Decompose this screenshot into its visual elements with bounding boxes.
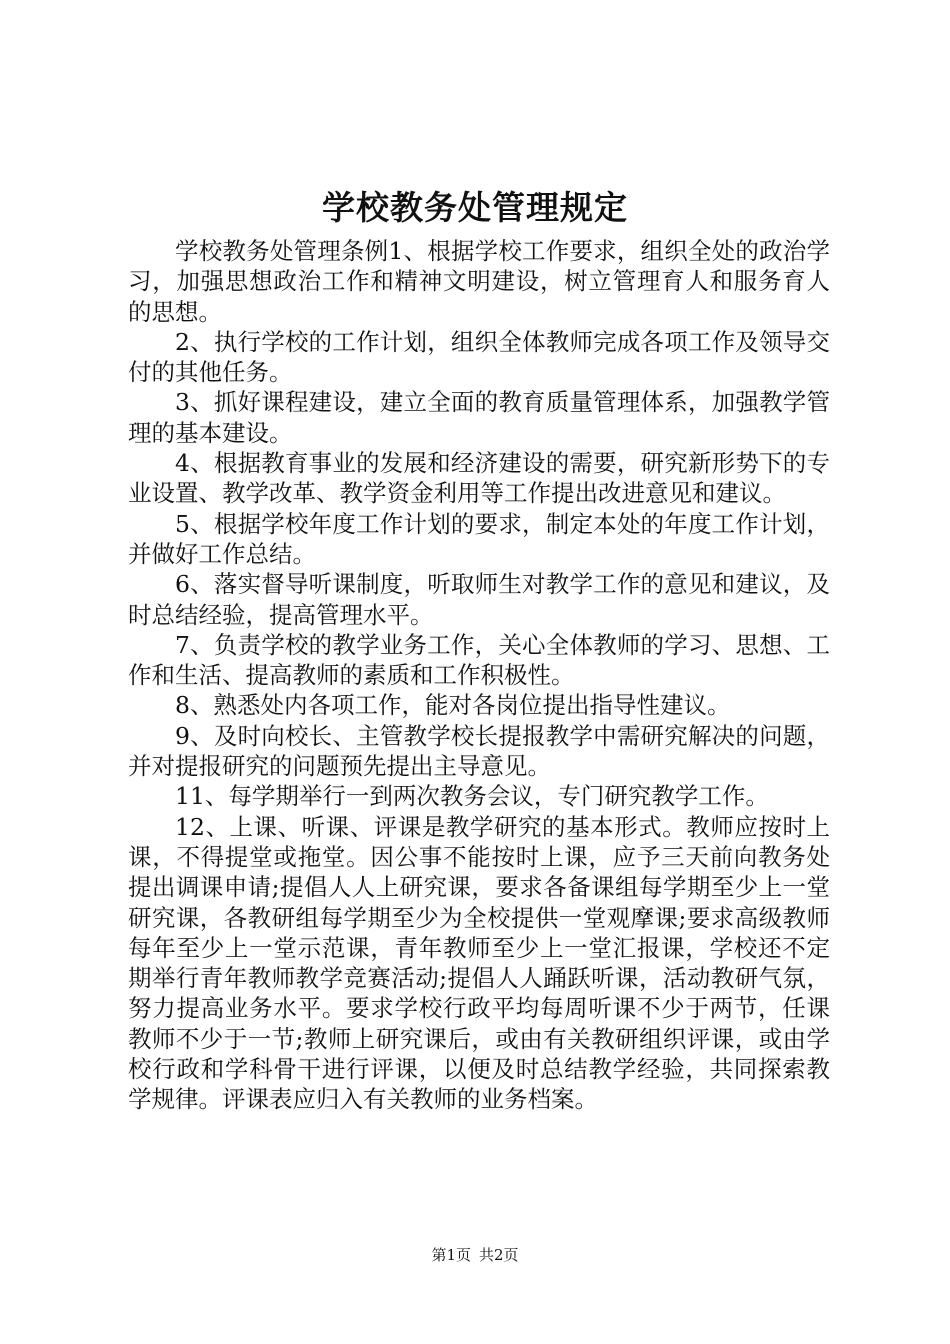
paragraph-7: 7、负责学校的教学业务工作，关心全体教师的学习、思想、工作和生活、提高教师的素质和工作积极性。	[128, 630, 830, 690]
paragraph-2: 2、执行学校的工作计划，组织全体教师完成各项工作及领导交付的其他任务。	[128, 327, 830, 387]
paragraph-12: 12、上课、听课、评课是教学研究的基本形式。教师应按时上课，不得提堂或拖堂。因公事不能按时上课，应予三天前向教务处提出调课申请;提倡人人上研究课，要求各备课组每学期至少上一堂研究课，各教研组每学期至少为全校提供一堂观摩课;要求高级教师每年至少上一堂示范课，青年教师至少上一堂汇报课，学校还不定期举行青年教师教学竞赛活动;提倡人人踊跃听课，活动教研气氛，努力提高业务水平。要求学校行政平均每周听课不少于两节，任课教师不少于一节;教师上研究课后，或由有关教研组织评课，或由学校行政和学科骨干进行评课，以便及时总结教学经验，共同探索教学规律。评课表应归入有关教师的业务档案。	[128, 812, 830, 1114]
paragraph-4: 4、根据教育事业的发展和经济建设的需要，研究新形势下的专业设置、教学改革、教学资金利用等工作提出改进意见和建议。	[128, 449, 830, 508]
paragraph-6: 6、落实督导听课制度，听取师生对教学工作的意见和建议，及时总结经验，提高管理水平。	[128, 570, 830, 629]
paragraph-5: 5、根据学校年度工作计划的要求，制定本处的年度工作计划，并做好工作总结。	[128, 509, 830, 568]
page-number-total: 共2页	[479, 1246, 519, 1264]
document-body	[128, 236, 830, 1115]
paragraph-9: 9、及时向校长、主管教学校长提报教学中需研究解决的问题，并对提报研究的问题预先提出主导意见。	[128, 721, 830, 781]
paragraph-11: 11、每学期举行一到两次教务会议，专门研究教学工作。	[175, 782, 769, 811]
paragraph-1: 学校教务处管理条例1、根据学校工作要求，组织全处的政治学习，加强思想政治工作和精神文明建设，树立管理育人和服务育人的思想。	[128, 237, 830, 326]
page-footer	[0, 1245, 950, 1265]
paragraph-3: 3、抓好课程建设，建立全面的教育质量管理体系，加强教学管理的基本建设。	[128, 388, 830, 447]
paragraph-8: 8、熟悉处内各项工作，能对各岗位提出指导性建议。	[175, 691, 731, 720]
page-number-current: 第1页	[431, 1246, 471, 1264]
document-title: 学校教务处管理规定	[322, 188, 628, 227]
